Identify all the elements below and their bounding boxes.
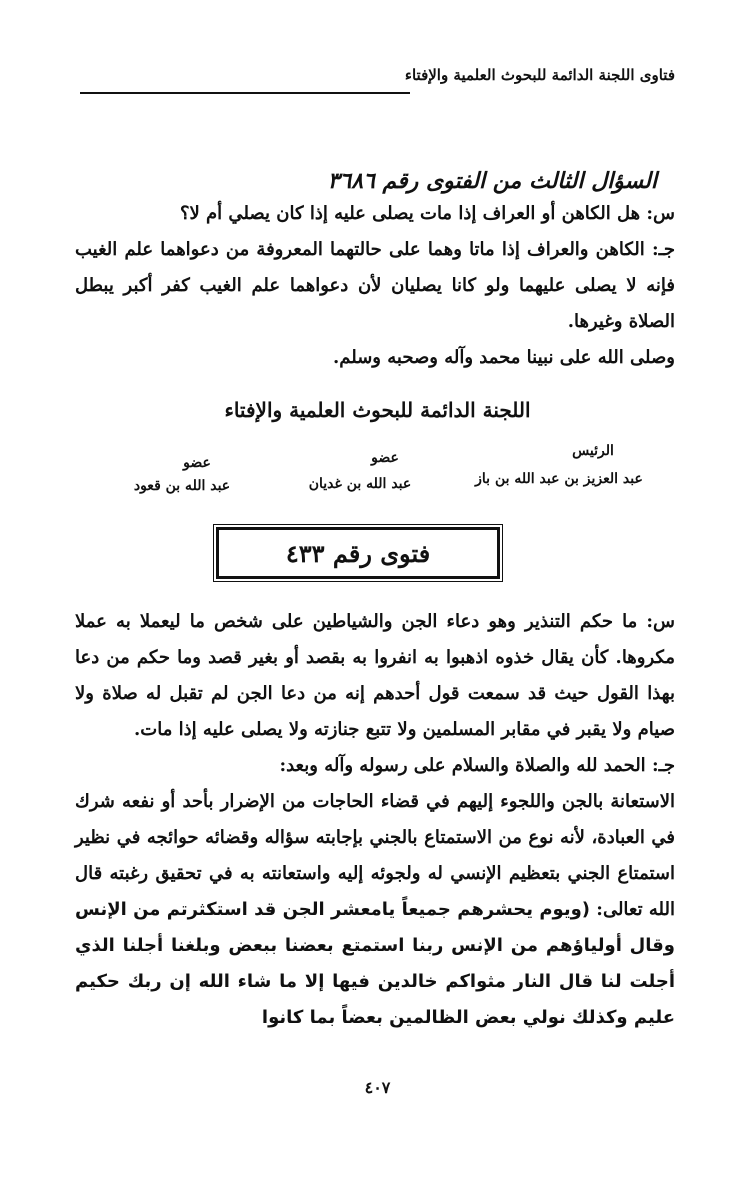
answer-text: جـ: الكاهن والعراف إذا ماتا وهما على حالتهما المعروفة من دعواهما علم الغيب فإنه لا يصلى عليهما ولو كانا يصليان لأن دعواهما علم الغيب كفر أكبر يبطل الصلاة وغيرها.	[75, 239, 675, 332]
question-text: س: هل الكاهن أو العراف إذا مات يصلى عليه إذا كان يصلي أم لا؟	[179, 203, 675, 224]
member3-name: عبد الله بن قعود	[133, 478, 231, 494]
quran-quote: (ويوم يحشرهم جميعاً يامعشر الجن قد استكثرتم من الإنس وقال أولياؤهم من الإنس ربنا استمتع بعضنا ببعض وبلغنا أجلنا الذي أجلت لنا قال النار مثواكم خالدين فيها إلا ما شاء الله إن ربك حكيم عليم وكذلك نولي بعض الظالمين بعضاً بما كانوا	[75, 899, 675, 1028]
question2-text: س: ما حكم التنذير وهو دعاء الجن والشياطين على شخص ما ليعملا به عملا مكروها. كأن يقال خذوه اذهبوا به انفروا به بقصد أو بغير قصد وما حكم من دعا بهذا القول حيث قد سمعت قول أحدهم إنه من دعا الجن لم تقبل له صلاة ولا صيام ولا يقبر في مقابر المسلمين ولا تتبع جنازته ولا يصلى عليه إذا مات.	[75, 611, 675, 740]
question-title: السؤال الثالث من الفتوى رقم ٣٦٨٦	[327, 168, 657, 194]
fatwa-number-box	[216, 527, 500, 579]
section2-body	[75, 604, 675, 1036]
section1-body	[75, 196, 675, 376]
page-number: ٤٠٧	[364, 1078, 391, 1097]
running-header: فتاوى اللجنة الدائمة للبحوث العلمية والإفتاء	[404, 66, 675, 84]
answer2-body-text: الاستعانة بالجن واللجوء إليهم في قضاء الحاجات من الإضرار بأحد أو نفعه شرك في العبادة، لأنه نوع من الاستمتاع بالجني بإجابته سؤاله وقضائه حوائجه في نظير استمتاع الجني بتعظيم الإنسي له ولجوئه إليه واستعانته به في تحقيق رغبته قال الله تعالى:	[75, 791, 675, 920]
chairman-role: الرئيس	[572, 443, 614, 459]
member3-role: عضو	[183, 455, 211, 471]
member2-role: عضو	[371, 450, 399, 466]
answer2-body	[75, 784, 675, 1036]
answer2-intro: جـ: الحمد لله والصلاة والسلام على رسوله وآله وبعد:	[279, 755, 675, 776]
fatwa-number-label: فتوى رقم ٤٣٣	[285, 538, 431, 568]
committee-title: اللجنة الدائمة للبحوث العلمية والإفتاء	[224, 398, 531, 422]
chairman-name: عبد العزيز بن عبد الله بن باز	[475, 471, 643, 487]
closing-text: وصلى الله على نبينا محمد وآله وصحبه وسلم.	[333, 347, 675, 368]
header-rule	[80, 92, 410, 94]
member2-name: عبد الله بن غديان	[308, 476, 412, 492]
